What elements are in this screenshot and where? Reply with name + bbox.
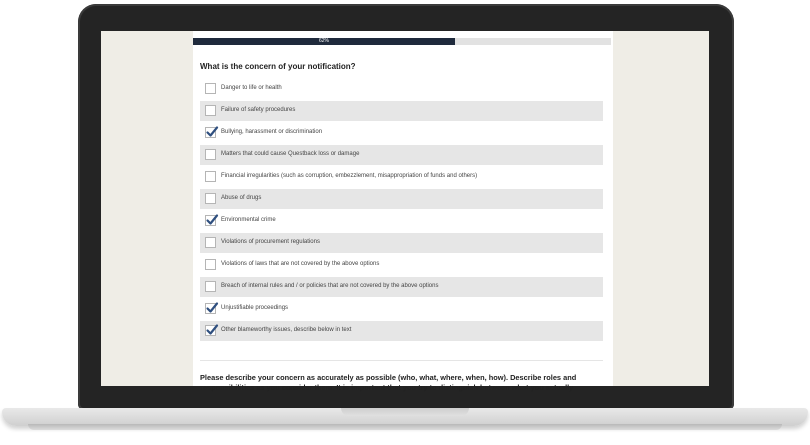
- option-label: Bullying, harassment or discrimination: [221, 129, 323, 135]
- progress-label: 62%: [318, 38, 329, 44]
- option-label: Violations of procurement regulations: [221, 239, 320, 245]
- checkbox[interactable]: [205, 281, 216, 292]
- option-row[interactable]: [200, 211, 603, 231]
- option-row[interactable]: [200, 321, 603, 341]
- checkbox[interactable]: [205, 83, 216, 94]
- checkmark-icon: [205, 301, 219, 315]
- option-label: Other blameworthy issues, describe below in text: [221, 327, 352, 333]
- laptop-notch: [341, 408, 469, 416]
- option-label: Financial irregularities (such as corruption, embezzlement, misappropriation of funds and others): [221, 173, 478, 179]
- option-label: Abuse of drugs: [221, 195, 262, 201]
- option-label: Failure of safety procedures: [221, 107, 296, 113]
- checkbox[interactable]: [205, 193, 216, 204]
- survey-card: [193, 31, 613, 392]
- checkbox[interactable]: [205, 325, 216, 336]
- option-row[interactable]: [200, 277, 603, 297]
- checkbox[interactable]: [205, 259, 216, 270]
- checkmark-icon: [205, 323, 219, 337]
- progress-bar: [193, 38, 611, 45]
- option-row[interactable]: [200, 255, 603, 275]
- checkbox[interactable]: [205, 237, 216, 248]
- option-row[interactable]: [200, 123, 603, 143]
- option-row[interactable]: [200, 79, 603, 99]
- option-row[interactable]: [200, 299, 603, 319]
- checkbox[interactable]: [205, 303, 216, 314]
- option-row[interactable]: [200, 233, 603, 253]
- option-label: Unjustifiable proceedings: [221, 305, 289, 311]
- laptop-screen: [101, 31, 709, 392]
- checkbox[interactable]: [205, 105, 216, 116]
- option-row[interactable]: [200, 167, 603, 187]
- option-row[interactable]: [200, 189, 603, 209]
- option-label: Environmental crime: [221, 217, 276, 223]
- option-row[interactable]: [200, 101, 603, 121]
- question-title: What is the concern of your notification?: [200, 62, 356, 71]
- checkmark-icon: [205, 125, 219, 139]
- option-label: Danger to life or health: [221, 85, 282, 91]
- option-label: Violations of laws that are not covered by the above options: [221, 261, 380, 267]
- checkbox[interactable]: [205, 215, 216, 226]
- option-label: Breach of internal rules and / or policies that are not covered by the above options: [221, 283, 439, 289]
- option-label: Matters that could cause Questback loss or damage: [221, 151, 360, 157]
- checkbox[interactable]: [205, 171, 216, 182]
- option-row[interactable]: [200, 145, 603, 165]
- checkbox[interactable]: [205, 149, 216, 160]
- describe-prompt: Please describe your concern as accurately as possible (who, what, where, when, how). Describe roles and responsibilities as you consider them. It is important that you try to distinguish between what you actually: [200, 373, 577, 392]
- divider: [200, 360, 603, 361]
- checkbox[interactable]: [205, 127, 216, 138]
- laptop-base-lip: [28, 424, 782, 430]
- checkmark-icon: [205, 213, 219, 227]
